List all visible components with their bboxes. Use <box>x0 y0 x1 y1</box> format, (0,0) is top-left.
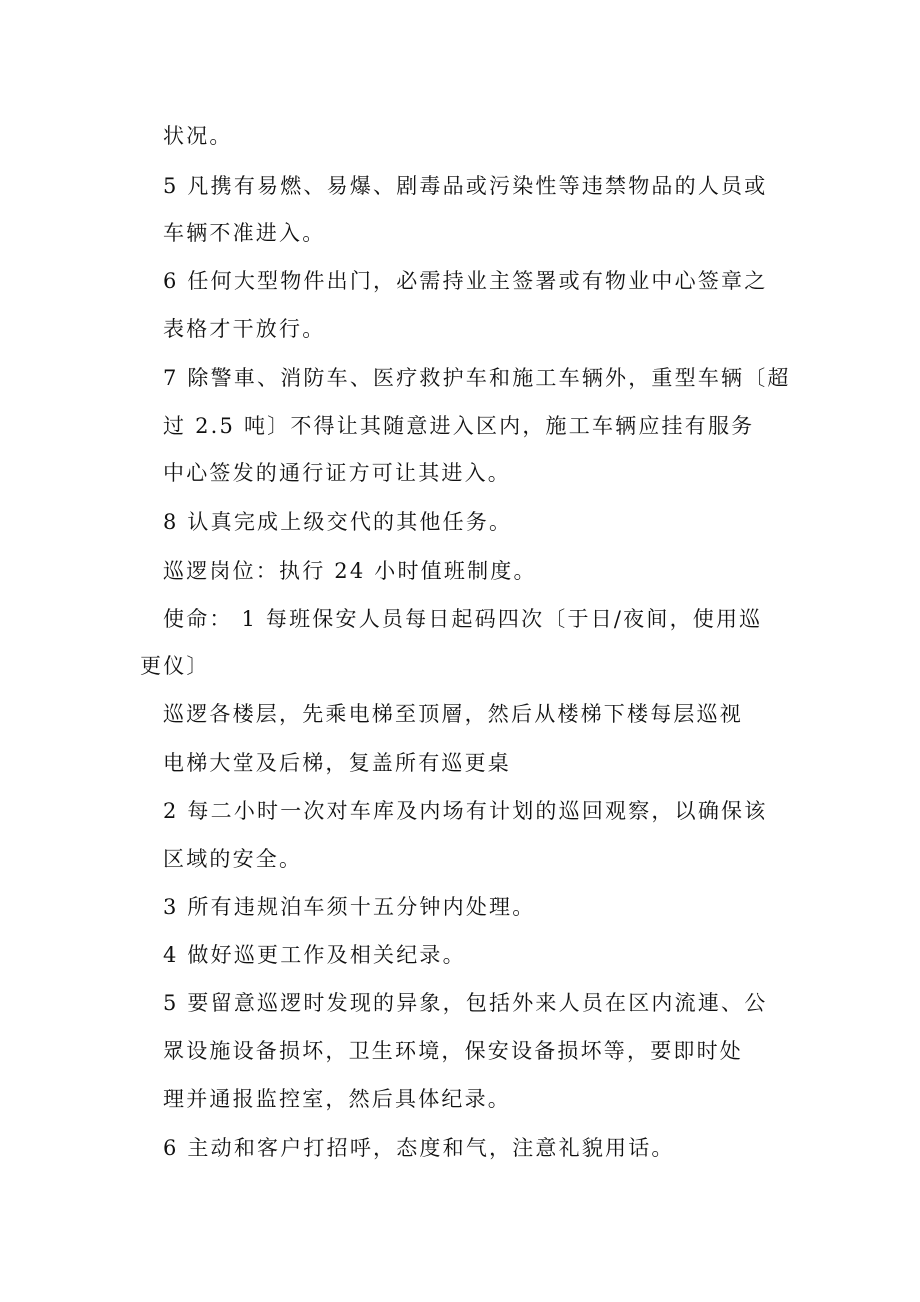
text-line: 6 任何大型物件出门，必需持业主签署或有物业中心签章之 <box>163 269 768 293</box>
text-line: 状况。 <box>163 124 233 148</box>
text-line: 4 做好巡更工作及相关纪录。 <box>163 943 466 967</box>
text-line: 中心签发的通行证方可让其进入。 <box>163 461 511 485</box>
text-line: 3 所有违规泊车须十五分钟内处理。 <box>163 895 536 919</box>
text-line: 6 主动和客户打招呼，态度和气，注意礼貌用话。 <box>163 1136 675 1160</box>
text-line: 过 2.5 吨〕不得让其随意进入区内，施工车辆应挂有服务 <box>163 414 755 438</box>
text-line: 电梯大堂及后梯，复盖所有巡更桌 <box>163 751 511 775</box>
text-line: 眾设施设备损坏，卫生环境，保安设备损坏等，要即时处 <box>163 1039 743 1063</box>
text-line: 车辆不准进入。 <box>163 221 326 245</box>
text-line: 区域的安全。 <box>163 847 303 871</box>
text-line: 巡逻岗位：执行 24 小时值班制度。 <box>163 559 537 583</box>
text-line: 使命： 1 每班保安人员每日起码四次〔于日/夜间，使用巡 <box>163 607 763 631</box>
text-line: 巡逻各楼层，先乘电梯至顶層，然后从楼梯下楼每层巡视 <box>163 702 743 726</box>
text-line: 5 凡携有易燃、易爆、剧毒品或污染性等违禁物品的人员或 <box>163 174 768 198</box>
text-line: 7 除警車、消防车、医疗救护车和施工车辆外，重型车辆〔超 <box>163 366 791 390</box>
text-line: 8 认真完成上级交代的其他任务。 <box>163 510 513 534</box>
text-line: 2 每二小时一次对车库及内场有计划的巡回观察，以确保该 <box>163 799 768 823</box>
text-line: 理并通报监控室，然后具体纪录。 <box>163 1087 511 1111</box>
text-line: 更仪〕 <box>140 654 210 678</box>
text-line: 表格才干放行。 <box>163 317 326 341</box>
text-line: 5 要留意巡逻时发现的异象，包括外来人员在区内流連、公 <box>163 991 768 1015</box>
